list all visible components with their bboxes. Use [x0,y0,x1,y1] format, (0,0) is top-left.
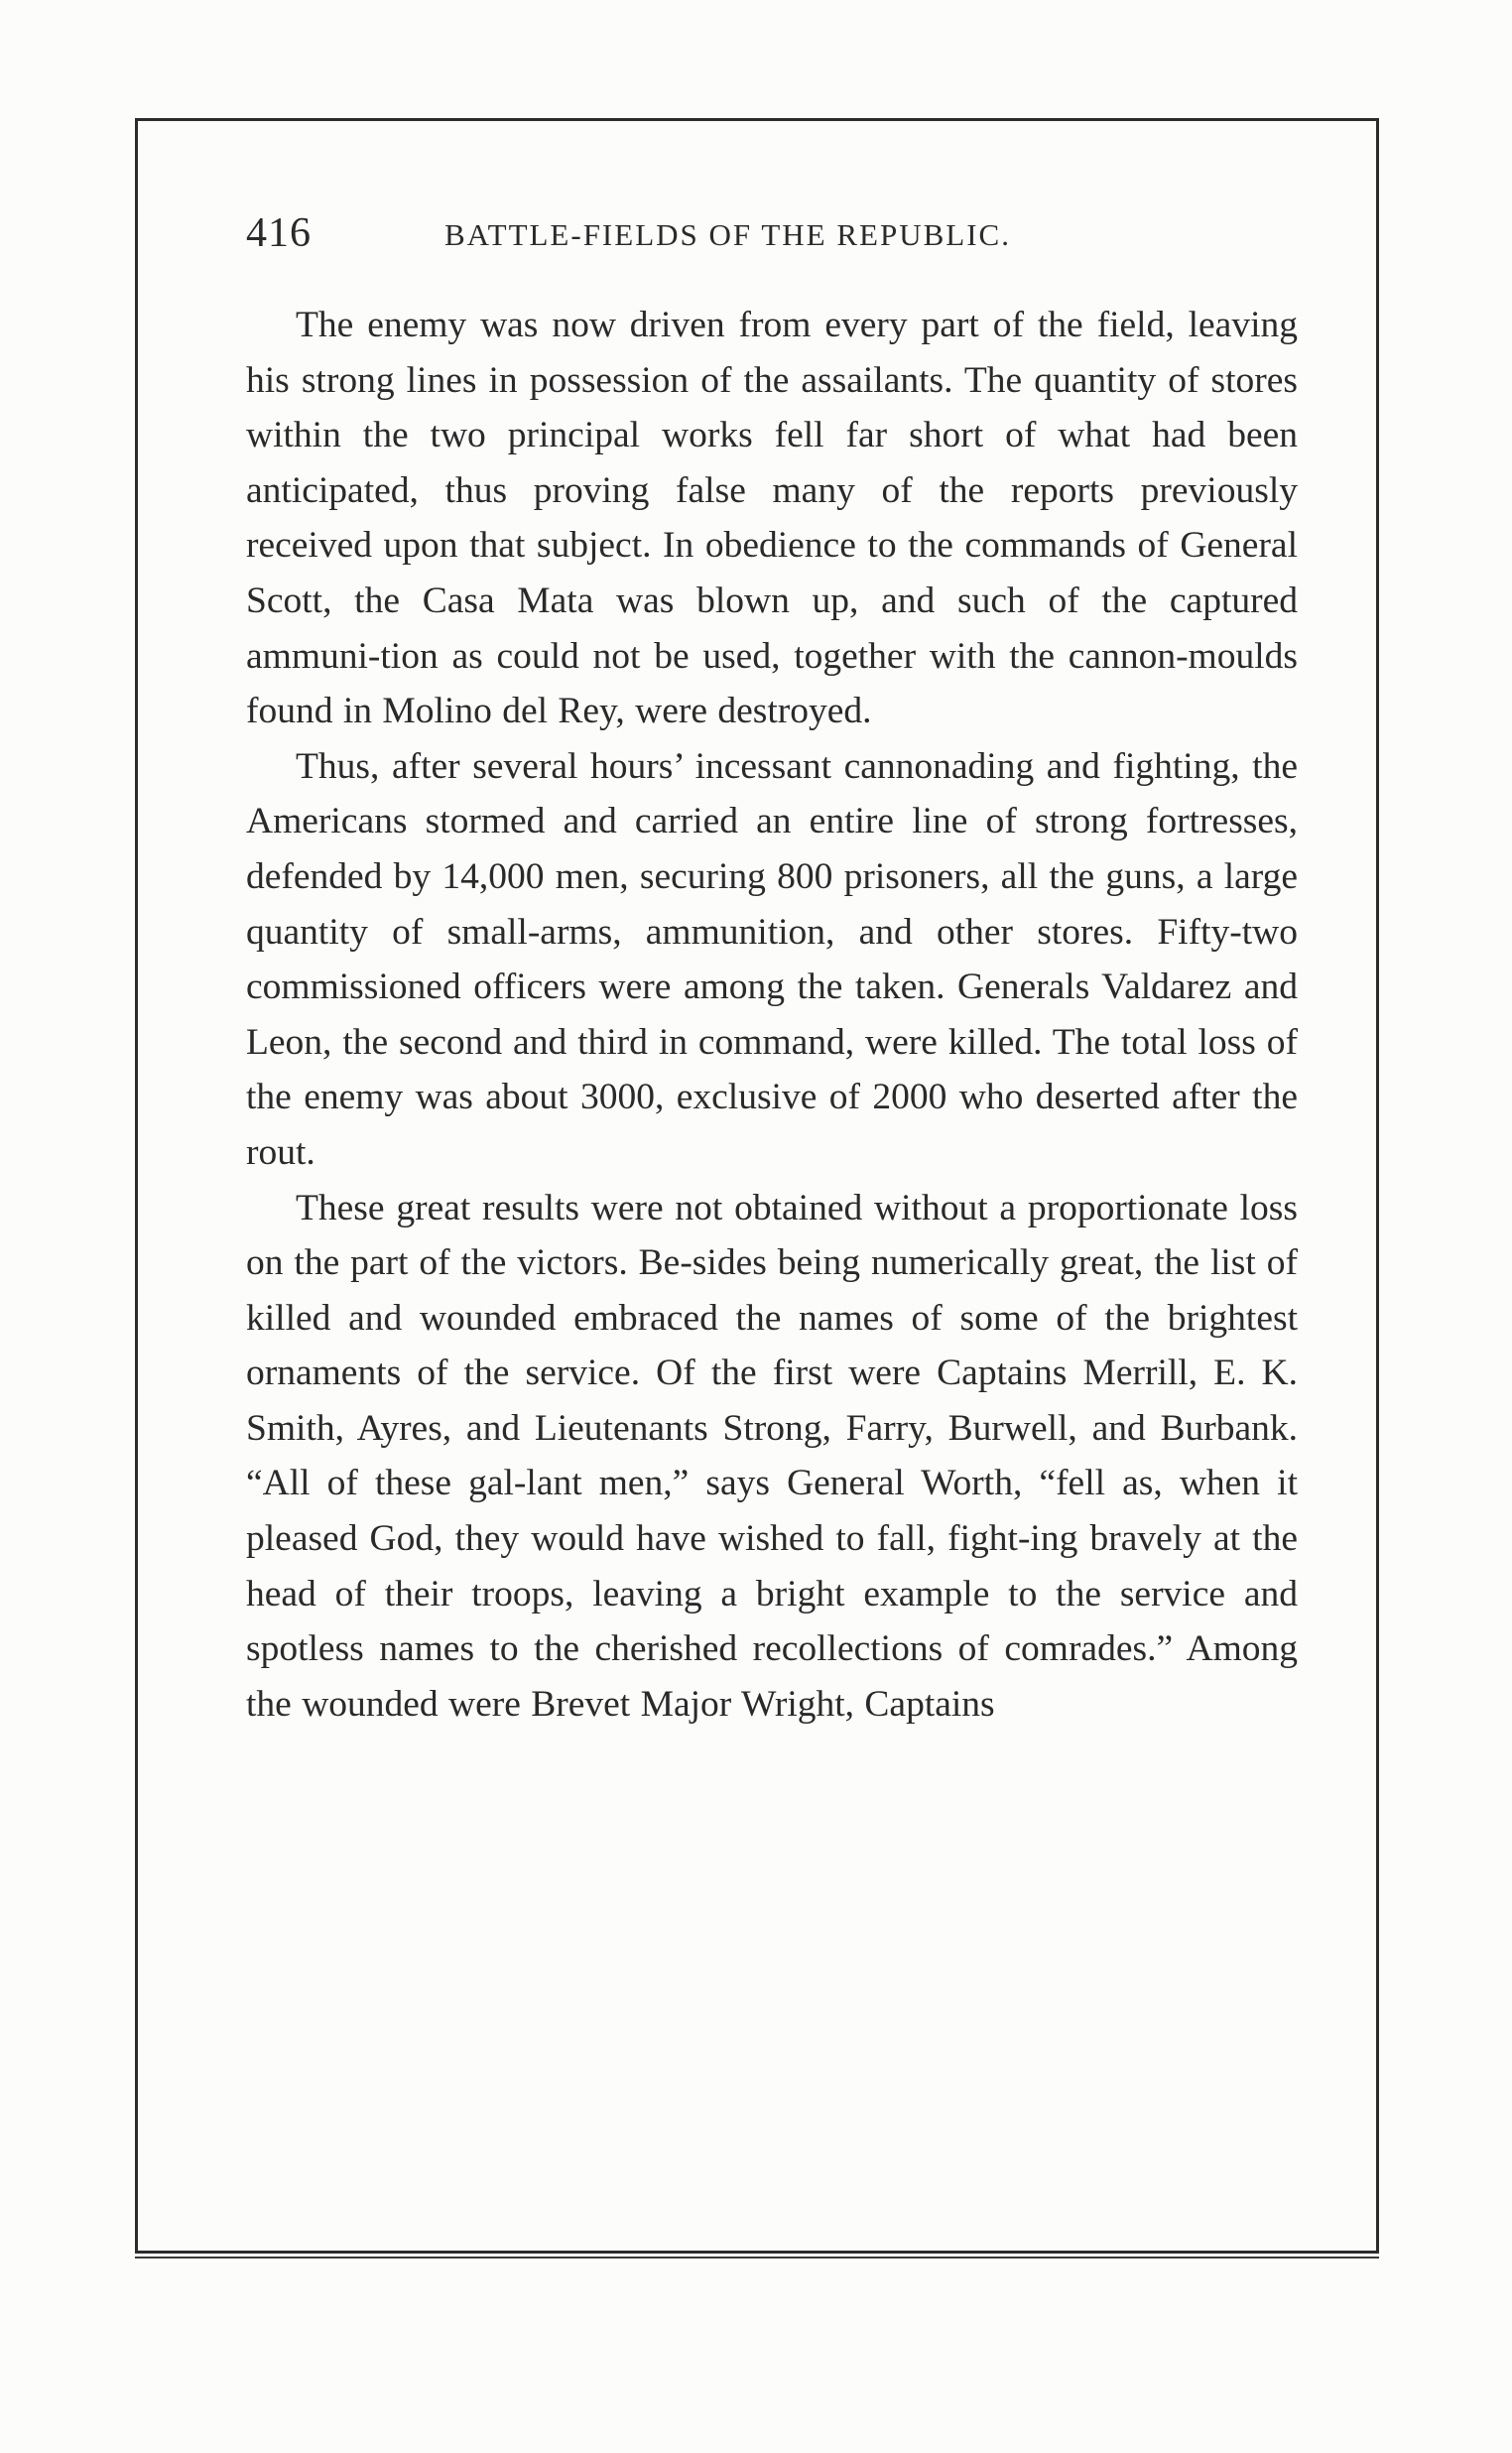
running-head: BATTLE-FIELDS OF THE REPUBLIC. [444,217,1011,252]
paragraph-3: These great results were not obtained without a proportionate loss on the part of the victors. Be-sides being numerically great, the list of killed and wounded embraced the names of some of the brightest ornaments of the service. Of the first were Captains Merrill, E. K. Smith, Ayres, and Lieutenants Strong, Farry, Burwell, and Burbank. “All of these gal-lant men,” says General Worth, “fell as, when it pleased God, they would have wished to fall, fight-ing bravely at the head of their troops, leaving a bright example to the service and spotless names to the cherished recollections of comrades.” Among the wounded were Brevet Major Wright, Captains [246,1187,1298,1725]
paragraph-2: Thus, after several hours’ incessant cannonading and fighting, the Americans stormed and carried an entire line of strong fortresses, defended by 14,000 men, securing 800 prisoners, all the guns, a large quantity of small-arms, ammunition, and other stores. Fifty-two commissioned officers were among the taken. Generals Valdarez and Leon, the second and third in command, were killed. The total loss of the enemy was about 3000, exclusive of 2000 who deserted after the rout. [246,745,1298,1173]
paragraph-1: The enemy was now driven from every part of the field, leaving his strong lines in possession of the assailants. The quantity of stores within the two principal works fell far short of what had been anticipated, thus proving false many of the reports previously received upon that subject. In obedience to the commands of General Scott, the Casa Mata was blown up, and such of the captured ammuni-tion as could not be used, together with the cannon-moulds found in Molino del Rey, were destroyed. [246,305,1298,732]
page-bottom-rule [135,2257,1379,2259]
page-number: 416 [246,210,312,256]
body-text [246,298,1298,1732]
page-header [246,203,1298,273]
